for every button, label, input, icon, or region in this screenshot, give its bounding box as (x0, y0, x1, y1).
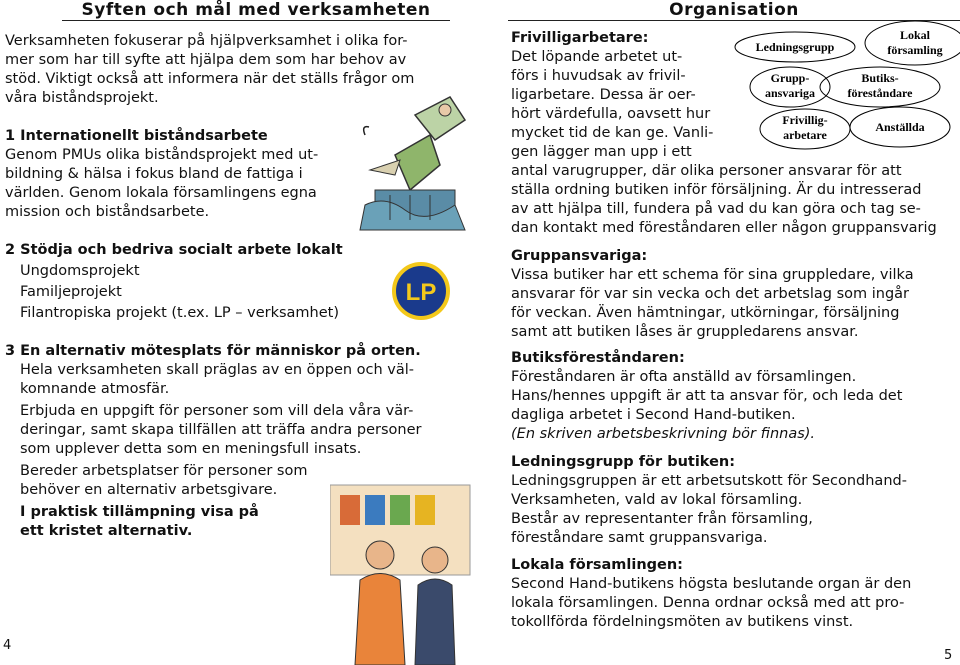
text-line: ligarbetare. Dessa är oer- (511, 87, 696, 103)
text-line: ansvarar för var sin vecka och det arbetslag som ingår (511, 286, 910, 302)
frivilligarbetare-section (511, 29, 960, 238)
text-line: Hela verksamheten skall präglas av en öppen och väl- (20, 362, 415, 378)
friv-label-2: arbetare (783, 128, 827, 142)
text-line: samt att butiken låses är gruppledarens ansvar. (511, 324, 859, 340)
text-line: Består av representanter från församling, (511, 511, 813, 527)
lokal-label-2: församling (887, 43, 943, 57)
shop-staff-clipart (330, 455, 475, 665)
gruppansvariga-section (511, 247, 960, 342)
list-item: Ungdomsprojekt (20, 263, 140, 279)
text-line: av att hjälpa till, fundera på vad du kan göra och tag se- (511, 201, 921, 217)
text-line: Bereder arbetsplatser för personer som (20, 463, 308, 479)
text-line: Verksamheten fokuserar på hjälpverksamhet i olika for- (5, 33, 408, 49)
fisherman-clipart (355, 95, 475, 235)
butiksforestandaren-heading: Butiksföreståndaren: (511, 350, 685, 366)
section-title-syften: Syften och mål med verksamheten (62, 0, 450, 21)
section-1 (5, 127, 350, 222)
ledningsgrupp-heading: Ledningsgrupp för butiken: (511, 454, 736, 470)
lp-logo (392, 262, 450, 320)
text-line: Föreståndaren är ofta anställd av församlingen. (511, 369, 857, 385)
text-line: ställa ordning butiken inför försäljning. Är du intresserad (511, 182, 922, 198)
text-line: Genom PMUs olika biståndsprojekt med ut- (5, 147, 319, 163)
grupp-label-2: ansvariga (764, 86, 816, 100)
butik-label-1: Butiks- (861, 71, 899, 85)
text-line: I praktisk tillämpning visa på (20, 504, 259, 520)
section-1-heading: 1 Internationellt biståndsarbete (5, 128, 268, 144)
text-line: komnande atmosfär. (20, 381, 170, 397)
text-line: dagliga arbetet i Second Hand-butiken. (511, 407, 796, 423)
friv-label-1: Frivillig- (782, 113, 828, 127)
text-line: Verksamheten, vald av lokal församling. (511, 492, 803, 508)
right-page (505, 0, 960, 663)
text-line: lokala församlingen. Denna ordnar också med att pro- (511, 595, 905, 611)
butik-label-2: föreståndare (847, 86, 913, 100)
page-number-left: 4 (3, 638, 12, 653)
text-line: tokollförda fördelningsmöten av butikens vinst. (511, 614, 854, 630)
text-line: deringar, samt skapa tillfällen att träffa andra personer (20, 422, 422, 438)
text-line: dan kontakt med föreståndaren eller någon gruppansvarig (511, 220, 937, 236)
text-line: mycket tid de kan ge. Vanli- (511, 125, 714, 141)
text-line: för veckan. Även hämtningar, utkörningar, försäljning (511, 305, 900, 321)
lokala-forsamlingen-heading: Lokala församlingen: (511, 557, 683, 573)
text-line: Ledningsgruppen är ett arbetsutskott för Secondhand- (511, 473, 907, 489)
section-2 (5, 240, 385, 324)
left-page (0, 0, 480, 653)
text-line: mer som har till syfte att hjälpa dem som har behov av (5, 52, 407, 68)
lp-logo-text: LP (405, 279, 437, 306)
list-item: Familjeprojekt (20, 284, 122, 300)
text-line: Det löpande arbetet ut- (511, 49, 683, 65)
text-line: som upplever detta som en meningsfull insats. (20, 441, 362, 457)
text-line: stöd. Viktigt också att informera när det ställs frågor om (5, 71, 415, 87)
text-line-italic: (En skriven arbetsbeskrivning bör finnas). (511, 426, 816, 442)
section-title-organisation: Organisation (508, 0, 960, 21)
text-line: Hans/hennes uppgift är att ta ansvar för, och leda det (511, 388, 903, 404)
frivilligarbetare-heading: Frivilligarbetare: (511, 30, 649, 46)
anstallda-label: Anställda (875, 120, 925, 134)
grupp-label-1: Grupp- (770, 71, 810, 85)
gruppansvariga-heading: Gruppansvariga: (511, 248, 648, 264)
text-line: Erbjuda en uppgift för personer som vill dela våra vär- (20, 403, 414, 419)
page-number-right: 5 (944, 648, 953, 663)
text-line: förs i huvudsak av frivil- (511, 68, 686, 84)
text-line: Vissa butiker har ett schema för sina gruppledare, vilka (511, 267, 914, 283)
section-2-heading: 2 Stödja och bedriva socialt arbete lokalt (5, 242, 343, 258)
text-line: behöver en alternativ arbetsgivare. (20, 482, 278, 498)
text-line: bildning & hälsa i fokus bland de fattiga i (5, 166, 303, 182)
lokala-forsamlingen-section (511, 556, 960, 632)
text-line: Second Hand-butikens högsta beslutande organ är den (511, 576, 912, 592)
text-line: hört värdefulla, oavsett hur (511, 106, 711, 122)
text-line: världen. Genom lokala församlingens egna (5, 185, 317, 201)
text-line: ett kristet alternativ. (20, 523, 193, 539)
list-item: Filantropiska projekt (t.ex. LP – verksamhet) (20, 305, 339, 321)
text-line: föreståndare samt gruppansvariga. (511, 530, 768, 546)
ledningsgrupp-label: Ledningsgrupp (755, 40, 835, 54)
section-3-heading: 3 En alternativ mötesplats för människor på orten. (5, 343, 421, 359)
text-line: våra biståndsprojekt. (5, 90, 159, 106)
ledningsgrupp-section (511, 453, 960, 548)
text-line: mission och biståndsarbete. (5, 204, 210, 220)
butiksforestandaren-section (511, 349, 960, 444)
text-line: antal varugrupper, där olika personer ansvarar för att (511, 163, 902, 179)
lokal-label-1: Lokal (899, 28, 931, 42)
text-line: gen lägger man upp i ett (511, 144, 692, 160)
